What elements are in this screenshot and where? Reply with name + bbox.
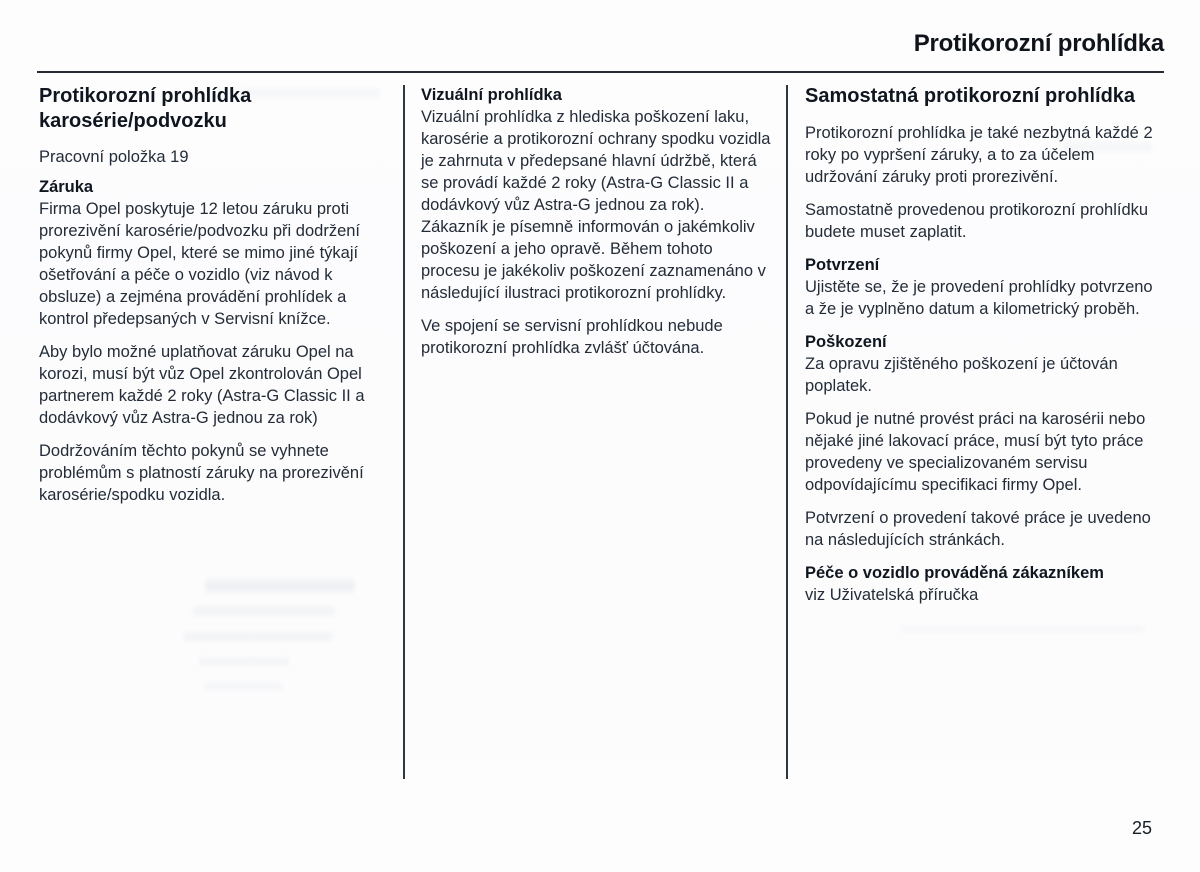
section-heading-pece-o-vozidlo: Péče o vozidlo prováděná zákazníkem (805, 563, 1104, 582)
column-divider (786, 85, 788, 779)
paragraph: Za opravu zjištěného poškození je účtován poplatek. (805, 354, 1118, 395)
section-heading-potvrzeni: Potvrzení (805, 255, 880, 274)
paragraph: Pokud je nutné provést práci na karosérii nebo nějaké jiné lakovací práce, musí být tyto práce provedeny ve specializovaném servisu odpovídajícímu specifikaci firmy Opel. (805, 409, 1146, 494)
paragraph: viz Uživatelská příručka (805, 585, 979, 604)
column-warranty-heading: Protikorozní prohlídka karosérie/podvozku (39, 85, 252, 132)
scan-artifact (193, 606, 335, 616)
paragraph: Firma Opel poskytuje 12 letou záruku proti prorezivění karosérie/podvozku při dodržení pokynů firmy Opel, které se mimo jiné týkají ošetřování a péče o vozidlo (viz návod k obsluze) a zejména provádění prohlídek a kontrol předepsaných v Servisní knížce. (39, 200, 361, 328)
paragraph: Ve spojení se servisní prohlídkou nebude protikorozní prohlídka zvlášť účtována. (421, 317, 723, 357)
column-standalone-heading: Samostatná protikorozní prohlídka (805, 85, 1136, 107)
paragraph: Vizuální prohlídka z hlediska poškození laku, karosérie a protikorozní ochrany spodku vozidla je zahrnuta v předepsané hlavní údržbě, která se provádí každé 2 roky (Astra-G Classic II a dodávkový vůz Astra-G jednou za rok). Zákazník je písemně informován o jakémkoliv poškození a jeho opravě. Během tohoto procesu je jakékoliv poškození zaznamenáno v následující ilustraci protikorozní prohlídky. (421, 108, 771, 302)
work-item-label: Pracovní položka 19 (39, 148, 189, 166)
column-visual-inspection (421, 84, 775, 370)
paragraph: Protikorozní prohlídka je také nezbytná každé 2 roky po vypršení záruky, a to za účelem udržování záruky proti prorezivění. (805, 123, 1153, 186)
scan-artifact (900, 625, 1145, 633)
section-heading-vizualni: Vizuální prohlídka (421, 86, 562, 104)
paragraph: Ujistěte se, že je provedení prohlídky potvrzeno a že je vyplněno datum a kilometrický proběh. (805, 277, 1153, 318)
column-warranty (39, 84, 392, 517)
scan-artifact (203, 682, 283, 691)
paragraph: Dodržováním těchto pokynů se vyhnete problémům s platností záruky na prorezivění karosérie/spodku vozidla. (39, 442, 364, 504)
column-divider (403, 85, 405, 779)
section-heading-zaruka: Záruka (39, 178, 94, 196)
section-heading-poskozeni: Poškození (805, 332, 887, 351)
paragraph: Potvrzení o provedení takové práce je uvedeno na následujících stránkách. (805, 508, 1151, 549)
scan-artifact (198, 657, 290, 666)
page-title: Protikorozní prohlídka (913, 30, 1164, 57)
paragraph: Aby bylo možné uplatňovat záruku Opel na korozi, musí být vůz Opel zkontrolován Opel partnerem každé 2 roky (Astra-G Classic II a dodávkový vůz Astra-G jednou za rok) (39, 343, 365, 427)
column-standalone-inspection (805, 84, 1165, 617)
page-number: 25 (1131, 818, 1152, 838)
header-divider (37, 71, 1164, 73)
paragraph: Samostatně provedenou protikorozní prohlídku budete muset zaplatit. (805, 200, 1149, 241)
scan-artifact (183, 632, 333, 641)
scan-artifact (205, 580, 355, 592)
